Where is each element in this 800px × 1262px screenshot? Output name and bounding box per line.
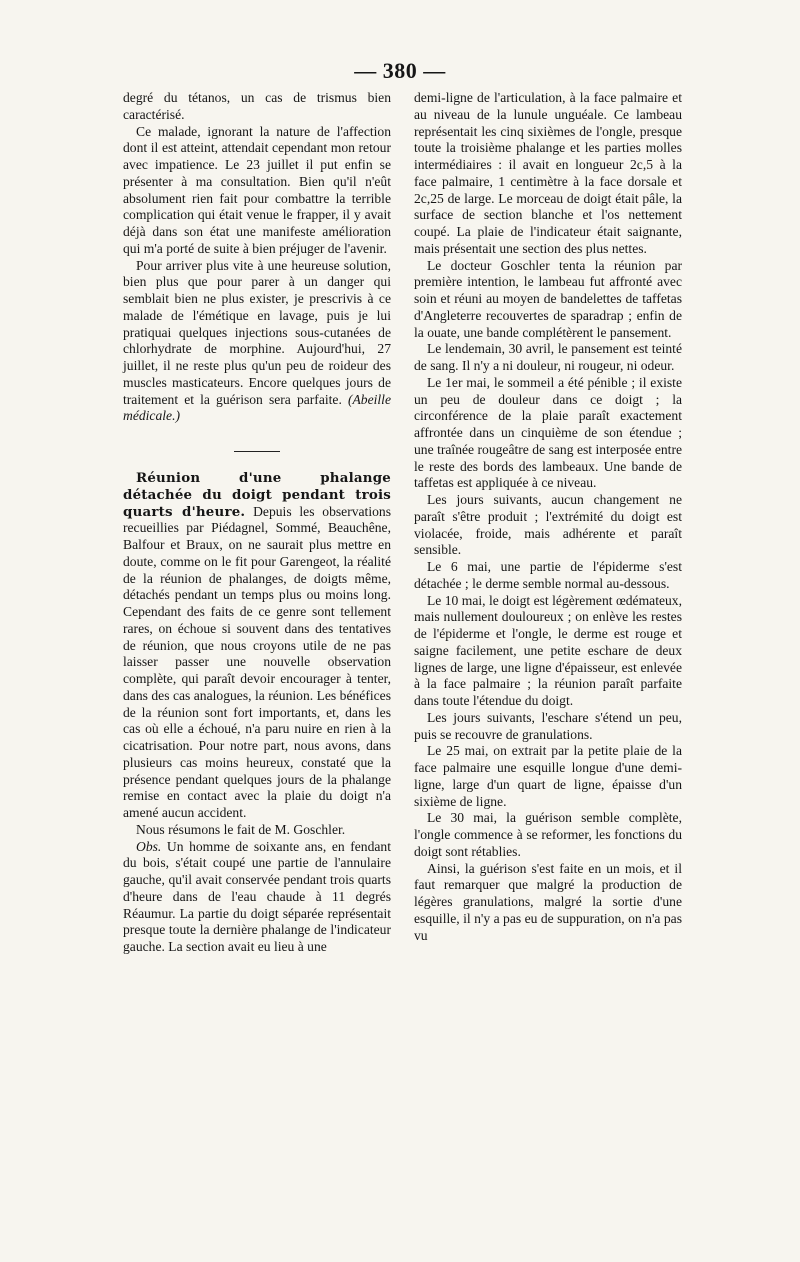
paragraph: Le docteur Goschler tenta la réunion par première intention, le lambeau fut affronté avec soin et réuni au moyen de bandelettes de taffetas d'Angleterre recouvertes de sparadrap ; enfin de la ouate, une bande complétèrent le pansement. bbox=[414, 257, 682, 340]
paragraph: Les jours suivants, aucun changement ne paraît s'être produit ; l'extrémité du doigt est violacée, froide, mais adhérente et paraît sensible. bbox=[414, 492, 682, 558]
paragraph bbox=[123, 470, 391, 822]
paragraph: Ce malade, ignorant la nature de l'affection dont il est atteint, attendait cependant mon retour avec impatience. Le 23 juillet il put enfin se présenter à ma consultation. Bien qu'il n'eût absolument rien fait pour combattre la terrible complication qui était venue le frapper, il y avait déjà dans son état une manifeste amélioration qui m'a porté de suite à bien préjuger de l'avenir. bbox=[123, 123, 391, 256]
paragraph bbox=[123, 258, 391, 426]
paragraph bbox=[414, 375, 682, 492]
paragraph: Le 25 mai, on extrait par la petite plaie de la face palmaire une esquille longue d'une demi-ligne, large d'un quart de ligne, épaisse d'un sixième de ligne. bbox=[414, 743, 682, 809]
obs-label: Obs. bbox=[136, 838, 162, 854]
left-column bbox=[123, 90, 391, 956]
paragraph-text: Un homme de soixante ans, en fendant du bois, s'était coupé une partie de l'annulaire gauche, qu'il avait conservée pendant trois quarts d'heure dans de l'eau chaude à 11 degrés Réaumur. La partie du doigt séparée représentait presque toute la dernière phalange de l'indicateur gauche. La section avait eu lieu à une bbox=[123, 838, 391, 954]
paragraph: degré du tétanos, un cas de trismus bien caractérisé. bbox=[123, 90, 391, 122]
paragraph-text: Depuis les observations recueillies par Piédagnel, Sommé, Beauchêne, Balfour et Braux, on ne saurait plus mettre en doute, comme on le fit pour Garengeot, la réalité de la réunion de phalanges, de doigts même, détachés pendant un temps plus ou moins long. Cependant des faits de ce genre sont tellement rares, on échoue si souvent dans des tentatives de réunion, que nous croyons utile de ne pas laisser passer une nouvelle observation complète, qui paraît devoir encourager à tenter, dans des cas analogues, la réunion. Les bénéfices de la réunion sont fort importants, et, dans les cas où elle a échoué, n'a paru nuire en rien à la cicatrisation. Pour notre part, nous avons, dans plusieurs cas moins heureux, constaté que la présence pendant quelques jours de la phalange remise en contact avec la plaie du doigt n'a amené aucun accident. bbox=[123, 503, 391, 820]
page-number: — 380 — bbox=[354, 58, 446, 83]
paragraph: demi-ligne de l'articulation, à la face palmaire et au niveau de la lunule unguéale. Ce lambeau représentait les cinq sixièmes de l'ongle, presque toute la troisième phalange et les parties molles intermédiaires : il avait en longueur 2c,5 à la face palmaire, 1 centimètre à la face dorsale et 2c,25 de large. Le morceau de doigt était pâle, la surface de section blanche et l'os nettement coupé. La plaie de l'indicateur était saignante, mais présentait une section des plus nettes. bbox=[414, 90, 682, 256]
paragraph-text: Pour arriver plus vite à une heureuse solution, bien plus que pour parer à un danger qui semblait bien ne plus exister, je prescrivis à ce malade de l'émétique en lavage, puis je lui pratiquai quelques injections sous-cutanées de chlorhydrate de morphine. Aujourd'hui, 27 juillet, il ne reste plus qu'un peu de roideur des muscles masticateurs. Encore quelques jours de traitement et la guérison sera parfaite. bbox=[123, 257, 391, 407]
paragraph: Les jours suivants, l'eschare s'étend un peu, puis se recouvre de granulations. bbox=[414, 709, 682, 742]
paragraph: Nous résumons le fait de M. Goschler. bbox=[136, 821, 346, 837]
paragraph-text: le sommeil a été pénible ; il existe un peu de douleur dans ce doigt ; la circonférence de la plaie paraît exactement affrontée dans un cinquième de son étendue ; une traînée rougeâtre de sang est interposée entre le reste des bords des lambeaux. Une bande de taffetas est appliquée à ce niveau. bbox=[414, 374, 682, 491]
date-text: Le 1er mai, bbox=[427, 374, 491, 390]
right-column bbox=[414, 90, 682, 944]
section-title: Réunion d'une phalange détachée du doigt pendant trois quarts d'heure. bbox=[123, 470, 391, 520]
paragraph: Le 30 mai, la guérison semble complète, l'ongle commence à se reformer, les fonctions du doigt sont rétablies. bbox=[414, 810, 682, 859]
paragraph: Le lendemain, 30 avril, le pansement est teinté de sang. Il n'y a ni douleur, ni rougeur, ni odeur. bbox=[414, 341, 682, 373]
paragraph: Le 10 mai, le doigt est légèrement œdémateux, mais nullement douloureux ; on enlève les restes de l'épiderme et l'ongle, le derme est rouge et saigne facilement, une petite eschare de deux lignes de large, une ligne d'épaisseur, est enlevée à la face palmaire ; la réunion paraît parfaite dans toute l'étendue du doigt. bbox=[414, 592, 682, 708]
section-divider bbox=[234, 451, 280, 452]
paragraph bbox=[123, 839, 391, 956]
paragraph: Ainsi, la guérison s'est faite en un mois, et il faut remarquer que malgré la production de légères granulations, malgré la sortie d'une esquille, il n'y a pas eu de suppuration, on n'a pas vu bbox=[414, 860, 682, 943]
source-citation: (Abeille médicale.) bbox=[123, 391, 391, 424]
paragraph: Le 6 mai, une partie de l'épiderme s'est détachée ; le derme semble normal au-dessous. bbox=[414, 559, 682, 591]
